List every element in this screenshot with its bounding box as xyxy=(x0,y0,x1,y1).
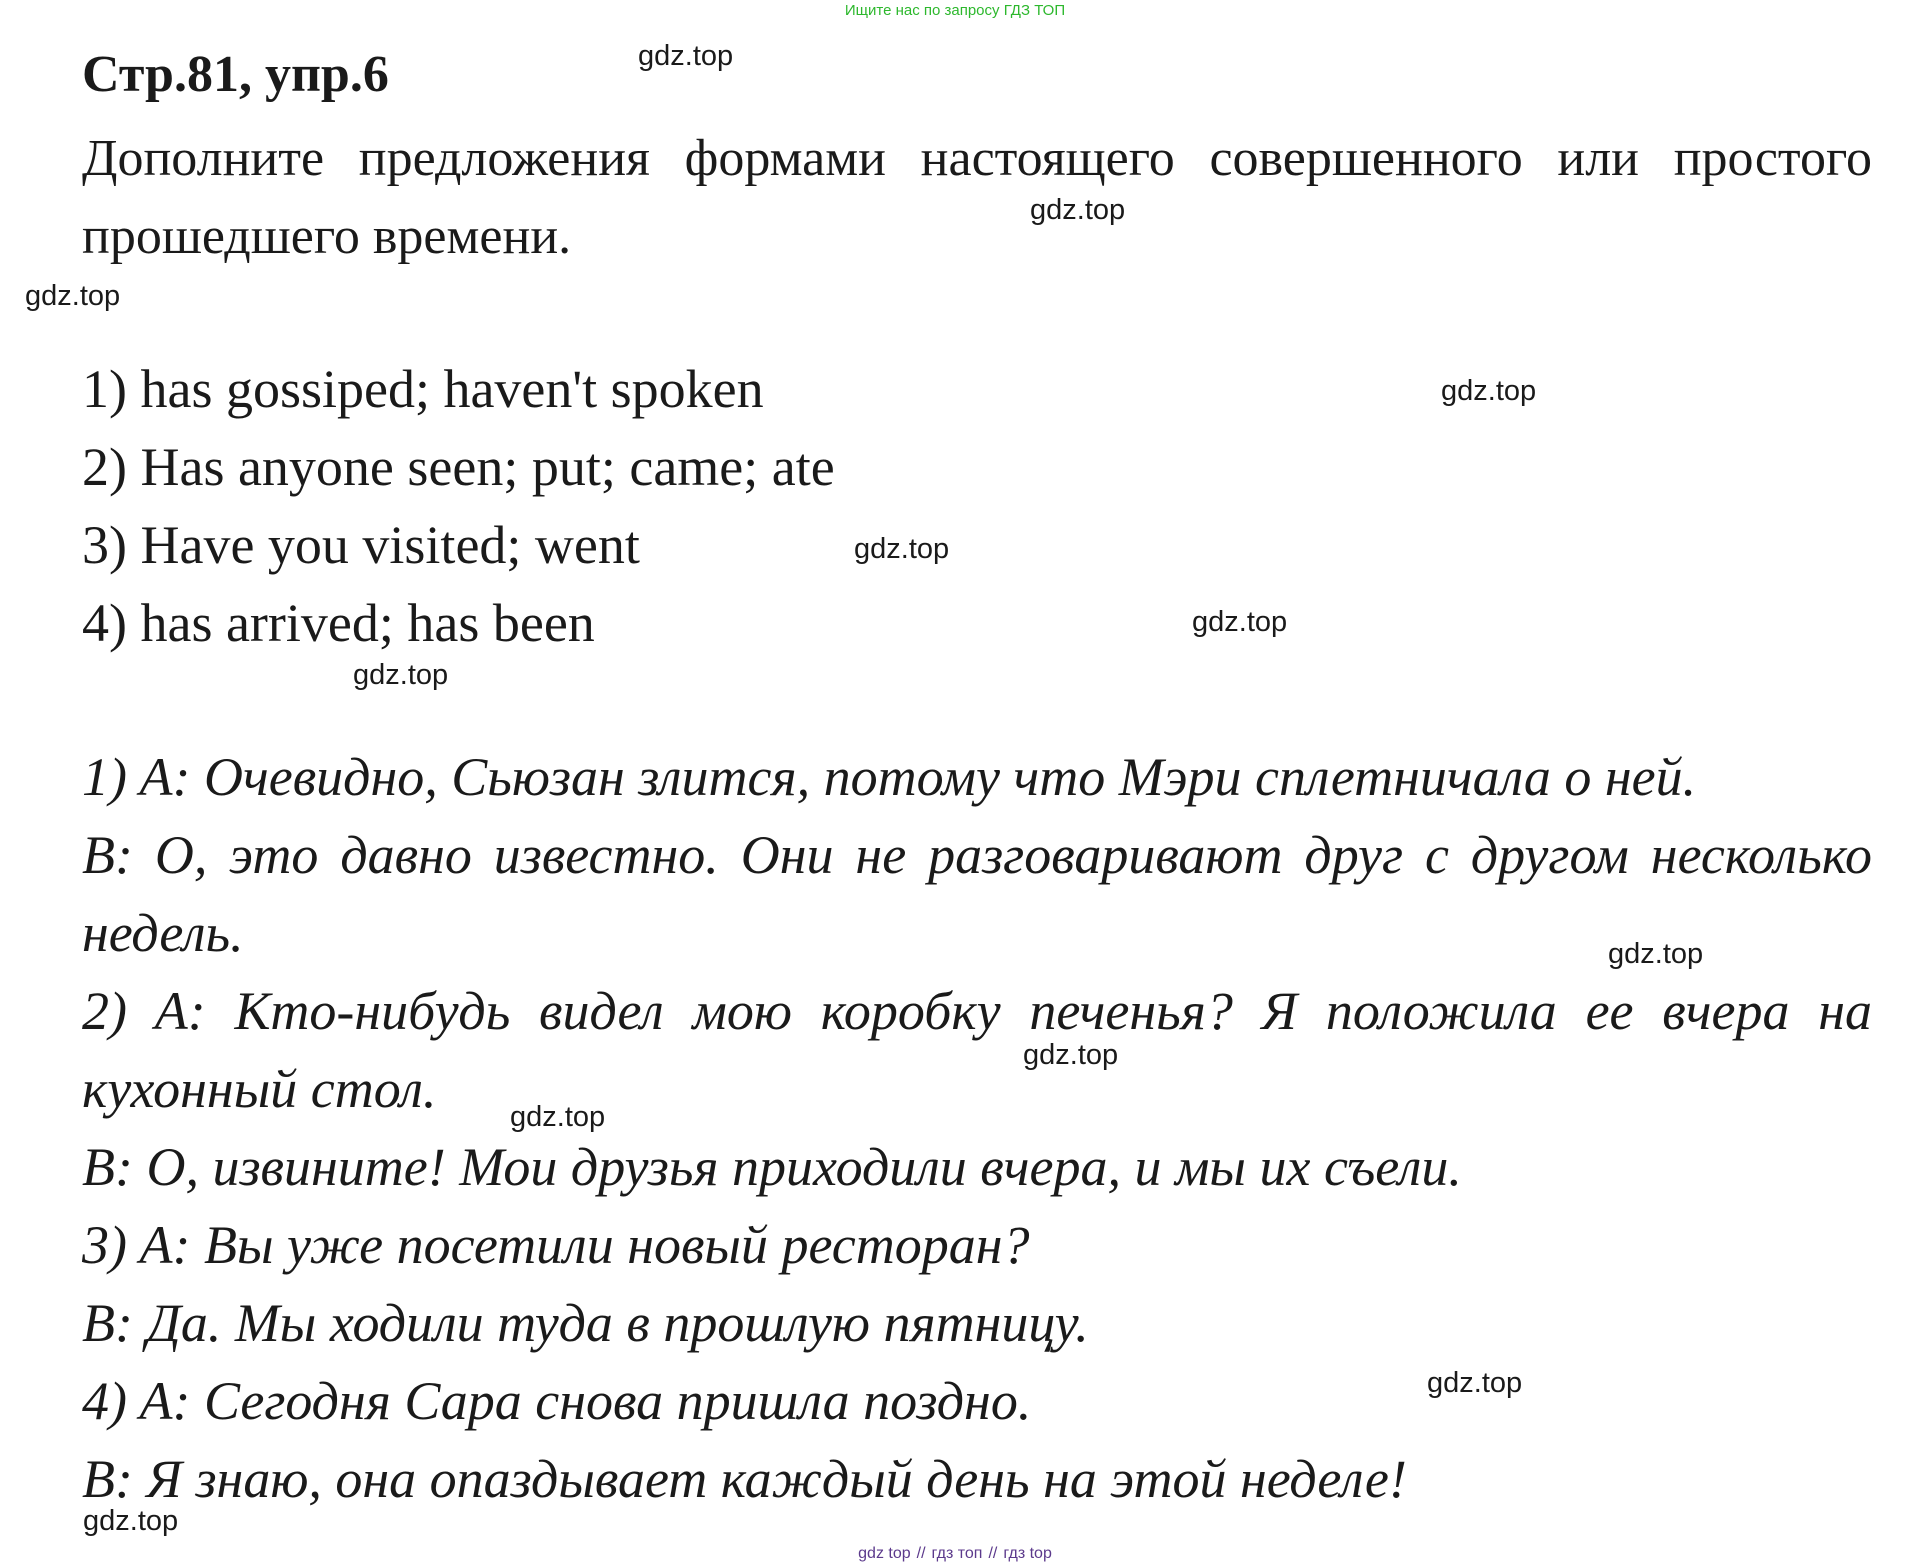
watermark: gdz.top xyxy=(1023,1039,1119,1071)
watermark: gdz.top xyxy=(1441,375,1537,407)
watermark: gdz.top xyxy=(1427,1367,1523,1399)
watermark: gdz.top xyxy=(1030,194,1126,226)
page-title: Стр.81, упр.6 xyxy=(82,46,389,103)
translation-block xyxy=(82,738,1872,1518)
footer-link[interactable]: gdz top xyxy=(858,1545,911,1562)
translation-line-4b: B: Я знаю, она опаздывает каждый день на этой неделе! xyxy=(82,1449,1407,1509)
footer-separator: // xyxy=(988,1545,998,1562)
footer-separator: // xyxy=(916,1545,926,1562)
answer-item-2: 2) Has anyone seen; put; came; ate xyxy=(82,437,835,497)
footer-links xyxy=(0,1545,1910,1563)
watermark: gdz.top xyxy=(510,1101,606,1133)
watermark: gdz.top xyxy=(25,280,121,312)
translation-line-1a: 1) A: Очевидно, Сьюзан злится, потому что Мэри сплетничала о ней. xyxy=(82,747,1697,807)
watermark: gdz.top xyxy=(1192,606,1288,638)
watermark: gdz.top xyxy=(1608,938,1704,970)
watermark: gdz.top xyxy=(854,533,950,565)
translation-line-2b: B: О, извините! Мои друзья приходили вчера, и мы их съели. xyxy=(82,1137,1462,1197)
watermark: gdz.top xyxy=(83,1505,179,1537)
translation-line-1b: B: О, это давно известно. Они не разговаривают друг с другом несколько недель. xyxy=(82,825,1872,963)
answer-item-1: 1) has gossiped; haven't spoken xyxy=(82,359,764,419)
translation-line-3b: B: Да. Мы ходили туда в прошлую пятницу. xyxy=(82,1293,1089,1353)
task-instruction: Дополните предложения формами настоящего совершенного или простого прошедшего времени. xyxy=(82,130,1872,265)
answer-item-3: 3) Have you visited; went xyxy=(82,515,640,575)
answers-list xyxy=(82,350,835,662)
translation-line-2a: 2) A: Кто-нибудь видел мою коробку печенья? Я положила ее вчера на кухонный стол. xyxy=(82,981,1872,1119)
translation-line-4a: 4) A: Сегодня Сара снова пришла поздно. xyxy=(82,1371,1032,1431)
translation-line-3a: 3) A: Вы уже посетили новый ресторан? xyxy=(82,1215,1030,1275)
answer-item-4: 4) has arrived; has been xyxy=(82,593,595,653)
watermark: gdz.top xyxy=(353,659,449,691)
footer-link[interactable]: гдз top xyxy=(1003,1545,1052,1562)
watermark: gdz.top xyxy=(638,40,734,72)
footer-link[interactable]: гдз топ xyxy=(931,1545,983,1562)
top-banner: Ищите нас по запросу ГДЗ ТОП xyxy=(844,2,1066,19)
